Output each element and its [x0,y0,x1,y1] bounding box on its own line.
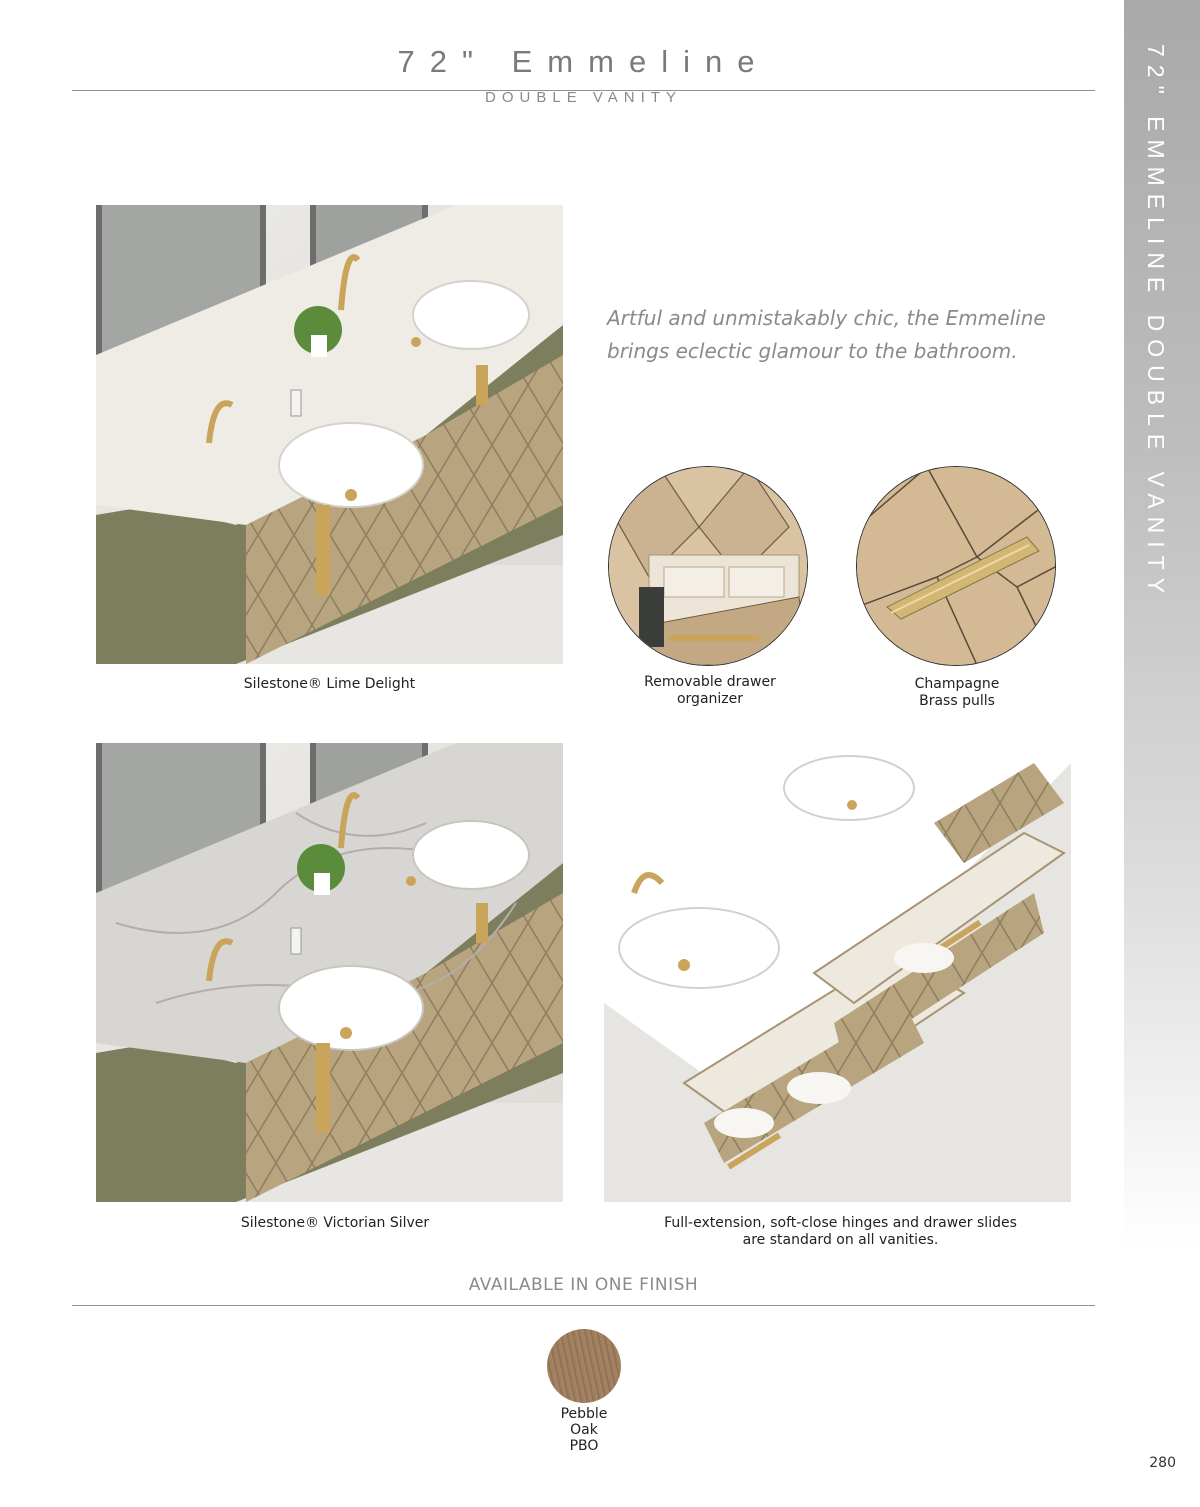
caption-drawer-organizer-line1: Removable drawer [644,674,776,690]
vanity-photo-victorian-silver [96,743,563,1202]
side-band-label: 72" EMMELINE DOUBLE VANITY [1143,44,1169,601]
finish-name-pebble-oak [534,1406,634,1454]
finish-code: PBO [569,1438,599,1454]
finish-heading: AVAILABLE IN ONE FINISH [468,1275,699,1295]
caption-brass-pulls [856,676,1058,710]
caption-victorian-silver-text: Silestone® Victorian Silver [240,1215,430,1231]
caption-victorian-silver [96,1215,574,1232]
vanity-photo-lime-delight [96,205,563,664]
detail-drawer-organizer [608,466,808,666]
finish-swatch-pebble-oak [547,1329,621,1403]
vanity-photo-open-drawers [604,743,1071,1202]
caption-lime-delight [96,676,563,693]
caption-brass-pulls-line2: Brass pulls [919,693,995,709]
caption-lime-delight-text: Silestone® Lime Delight [243,676,416,692]
caption-open-drawers-line2: are standard on all vanities. [742,1232,939,1248]
finish-divider [72,1305,1095,1306]
page-number: 280 [1149,1455,1176,1471]
caption-drawer-organizer-line2: organizer [676,691,744,707]
side-band [1124,0,1200,1250]
tagline: Artful and unmistakably chic, the Emmeline brings eclectic glamour to the bathroom. [607,306,1046,363]
caption-open-drawers [604,1215,1077,1249]
caption-drawer-organizer [608,674,812,708]
finish-name-line1: Pebble [560,1406,608,1422]
page-title: 72" Emmeline [397,44,770,79]
caption-open-drawers-line1: Full-extension, soft-close hinges and drawer slides [664,1215,1017,1231]
finish-name-line2: Oak [570,1422,598,1438]
detail-brass-pulls [856,466,1056,666]
caption-brass-pulls-line1: Champagne [914,676,1000,692]
page-subtitle: DOUBLE VANITY [485,89,682,106]
